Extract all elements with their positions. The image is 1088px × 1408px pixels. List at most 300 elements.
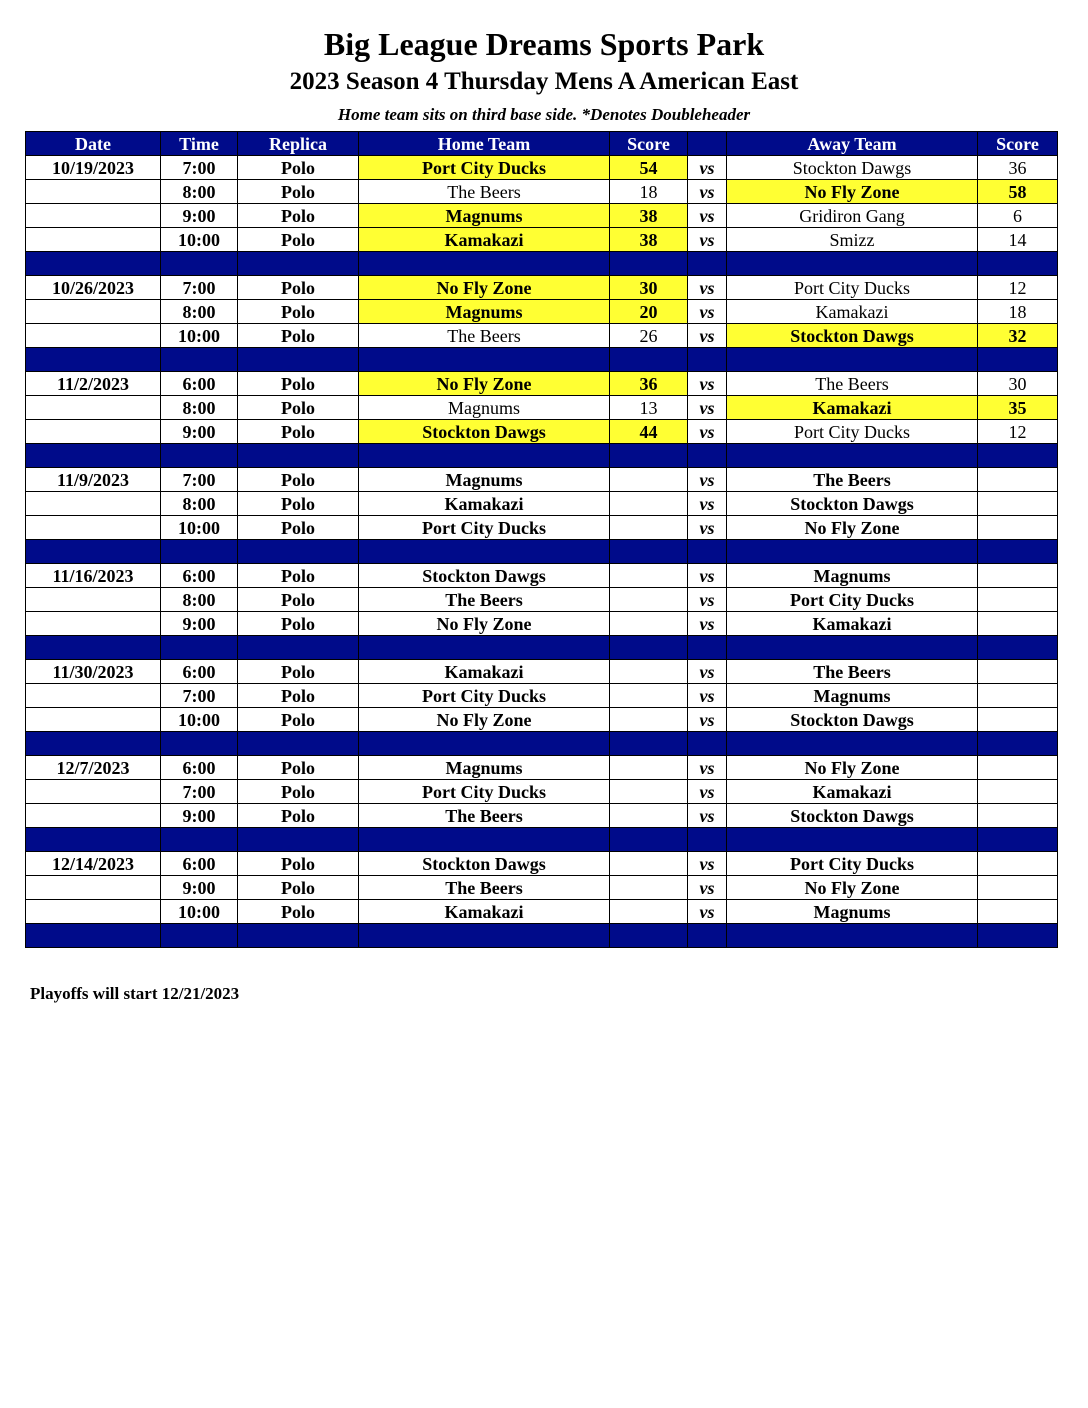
date-cell bbox=[26, 516, 161, 540]
table-row bbox=[26, 204, 1058, 228]
vs-label: vs bbox=[688, 900, 727, 924]
table-row bbox=[26, 876, 1058, 900]
replica-cell: Polo bbox=[238, 684, 359, 708]
home-score-cell: 38 bbox=[610, 204, 688, 228]
week-separator-row bbox=[26, 444, 1058, 468]
home-score-cell bbox=[610, 516, 688, 540]
separator-cell bbox=[161, 636, 238, 660]
date-cell bbox=[26, 876, 161, 900]
home-score-cell bbox=[610, 876, 688, 900]
replica-cell: Polo bbox=[238, 204, 359, 228]
vs-label: vs bbox=[688, 780, 727, 804]
away-score-cell bbox=[978, 564, 1058, 588]
date-cell: 12/14/2023 bbox=[26, 852, 161, 876]
away-team-cell: Stockton Dawgs bbox=[727, 324, 978, 348]
table-row bbox=[26, 588, 1058, 612]
replica-cell: Polo bbox=[238, 180, 359, 204]
home-score-cell bbox=[610, 684, 688, 708]
time-cell: 8:00 bbox=[161, 396, 238, 420]
vs-label: vs bbox=[688, 228, 727, 252]
separator-cell bbox=[978, 732, 1058, 756]
separator-cell bbox=[688, 348, 727, 372]
vs-label: vs bbox=[688, 660, 727, 684]
table-row bbox=[26, 804, 1058, 828]
replica-cell: Polo bbox=[238, 372, 359, 396]
separator-cell bbox=[688, 252, 727, 276]
away-score-cell bbox=[978, 612, 1058, 636]
separator-cell bbox=[161, 348, 238, 372]
table-row bbox=[26, 492, 1058, 516]
separator-cell bbox=[688, 732, 727, 756]
table-row bbox=[26, 564, 1058, 588]
away-score-cell: 6 bbox=[978, 204, 1058, 228]
table-row bbox=[26, 900, 1058, 924]
replica-cell: Polo bbox=[238, 228, 359, 252]
table-row bbox=[26, 300, 1058, 324]
home-score-cell bbox=[610, 564, 688, 588]
home-score-cell bbox=[610, 708, 688, 732]
time-cell: 9:00 bbox=[161, 876, 238, 900]
week-separator-row bbox=[26, 252, 1058, 276]
vs-label: vs bbox=[688, 156, 727, 180]
away-team-cell: Magnums bbox=[727, 684, 978, 708]
separator-cell bbox=[238, 540, 359, 564]
away-score-cell: 36 bbox=[978, 156, 1058, 180]
vs-label: vs bbox=[688, 516, 727, 540]
time-cell: 8:00 bbox=[161, 492, 238, 516]
time-cell: 9:00 bbox=[161, 204, 238, 228]
away-score-cell bbox=[978, 876, 1058, 900]
home-score-cell bbox=[610, 660, 688, 684]
table-row bbox=[26, 228, 1058, 252]
home-team-cell: Kamakazi bbox=[359, 492, 610, 516]
away-team-cell: Port City Ducks bbox=[727, 588, 978, 612]
separator-cell bbox=[161, 924, 238, 948]
separator-cell bbox=[26, 636, 161, 660]
separator-cell bbox=[610, 444, 688, 468]
away-team-cell: Magnums bbox=[727, 564, 978, 588]
time-cell: 6:00 bbox=[161, 756, 238, 780]
vs-label: vs bbox=[688, 468, 727, 492]
home-team-cell: No Fly Zone bbox=[359, 708, 610, 732]
table-row bbox=[26, 324, 1058, 348]
separator-cell bbox=[359, 540, 610, 564]
home-score-cell bbox=[610, 900, 688, 924]
separator-cell bbox=[359, 636, 610, 660]
away-team-cell: No Fly Zone bbox=[727, 516, 978, 540]
home-team-cell: Port City Ducks bbox=[359, 780, 610, 804]
column-header-away-team: Away Team bbox=[727, 132, 978, 156]
home-team-cell: Stockton Dawgs bbox=[359, 852, 610, 876]
date-cell: 12/7/2023 bbox=[26, 756, 161, 780]
away-score-cell: 32 bbox=[978, 324, 1058, 348]
replica-cell: Polo bbox=[238, 756, 359, 780]
replica-cell: Polo bbox=[238, 516, 359, 540]
schedule-note: Home team sits on third base side. *Denotes Doubleheader bbox=[337, 105, 751, 124]
away-team-cell: Port City Ducks bbox=[727, 276, 978, 300]
time-cell: 7:00 bbox=[161, 684, 238, 708]
separator-cell bbox=[238, 636, 359, 660]
replica-cell: Polo bbox=[238, 468, 359, 492]
date-cell: 11/2/2023 bbox=[26, 372, 161, 396]
separator-cell bbox=[727, 828, 978, 852]
separator-cell bbox=[688, 636, 727, 660]
away-team-cell: The Beers bbox=[727, 468, 978, 492]
time-cell: 6:00 bbox=[161, 372, 238, 396]
vs-label: vs bbox=[688, 876, 727, 900]
away-score-cell bbox=[978, 660, 1058, 684]
home-team-cell: Port City Ducks bbox=[359, 156, 610, 180]
away-team-cell: Kamakazi bbox=[727, 396, 978, 420]
separator-cell bbox=[238, 828, 359, 852]
vs-label: vs bbox=[688, 372, 727, 396]
date-cell: 10/26/2023 bbox=[26, 276, 161, 300]
separator-cell bbox=[727, 732, 978, 756]
time-cell: 10:00 bbox=[161, 900, 238, 924]
time-cell: 10:00 bbox=[161, 708, 238, 732]
separator-cell bbox=[161, 444, 238, 468]
time-cell: 7:00 bbox=[161, 780, 238, 804]
away-score-cell: 12 bbox=[978, 276, 1058, 300]
vs-label: vs bbox=[688, 756, 727, 780]
separator-cell bbox=[26, 444, 161, 468]
home-score-cell bbox=[610, 612, 688, 636]
table-row bbox=[26, 372, 1058, 396]
away-team-cell: The Beers bbox=[727, 660, 978, 684]
away-team-cell: Kamakazi bbox=[727, 612, 978, 636]
separator-cell bbox=[727, 636, 978, 660]
separator-cell bbox=[26, 924, 161, 948]
replica-cell: Polo bbox=[238, 420, 359, 444]
table-row bbox=[26, 660, 1058, 684]
date-cell bbox=[26, 180, 161, 204]
vs-label: vs bbox=[688, 276, 727, 300]
replica-cell: Polo bbox=[238, 852, 359, 876]
separator-cell bbox=[161, 252, 238, 276]
home-score-cell: 54 bbox=[610, 156, 688, 180]
separator-cell bbox=[610, 252, 688, 276]
away-team-cell: Kamakazi bbox=[727, 780, 978, 804]
vs-label: vs bbox=[688, 324, 727, 348]
time-cell: 10:00 bbox=[161, 324, 238, 348]
table-row bbox=[26, 852, 1058, 876]
away-team-cell: No Fly Zone bbox=[727, 756, 978, 780]
away-team-cell: Kamakazi bbox=[727, 300, 978, 324]
schedule-table bbox=[25, 131, 1058, 948]
replica-cell: Polo bbox=[238, 780, 359, 804]
home-score-cell: 20 bbox=[610, 300, 688, 324]
away-team-cell: Magnums bbox=[727, 900, 978, 924]
separator-cell bbox=[727, 252, 978, 276]
home-score-cell: 38 bbox=[610, 228, 688, 252]
replica-cell: Polo bbox=[238, 300, 359, 324]
home-team-cell: The Beers bbox=[359, 180, 610, 204]
separator-cell bbox=[161, 540, 238, 564]
replica-cell: Polo bbox=[238, 564, 359, 588]
replica-cell: Polo bbox=[238, 276, 359, 300]
time-cell: 6:00 bbox=[161, 852, 238, 876]
table-row bbox=[26, 708, 1058, 732]
home-team-cell: Kamakazi bbox=[359, 900, 610, 924]
away-score-cell bbox=[978, 780, 1058, 804]
home-team-cell: The Beers bbox=[359, 324, 610, 348]
away-team-cell: Stockton Dawgs bbox=[727, 804, 978, 828]
home-team-cell: The Beers bbox=[359, 588, 610, 612]
separator-cell bbox=[359, 444, 610, 468]
separator-cell bbox=[26, 252, 161, 276]
column-header-replica: Replica bbox=[238, 132, 359, 156]
date-cell bbox=[26, 804, 161, 828]
home-team-cell: Port City Ducks bbox=[359, 684, 610, 708]
separator-cell bbox=[727, 924, 978, 948]
column-header-vs bbox=[688, 132, 727, 156]
home-score-cell bbox=[610, 468, 688, 492]
time-cell: 10:00 bbox=[161, 516, 238, 540]
time-cell: 8:00 bbox=[161, 588, 238, 612]
week-separator-row bbox=[26, 924, 1058, 948]
separator-cell bbox=[238, 924, 359, 948]
separator-cell bbox=[238, 444, 359, 468]
week-separator-row bbox=[26, 636, 1058, 660]
vs-label: vs bbox=[688, 588, 727, 612]
time-cell: 8:00 bbox=[161, 300, 238, 324]
table-row bbox=[26, 612, 1058, 636]
home-team-cell: Port City Ducks bbox=[359, 516, 610, 540]
replica-cell: Polo bbox=[238, 156, 359, 180]
column-header-home-team: Home Team bbox=[359, 132, 610, 156]
home-score-cell: 26 bbox=[610, 324, 688, 348]
separator-cell bbox=[610, 540, 688, 564]
time-cell: 10:00 bbox=[161, 228, 238, 252]
vs-label: vs bbox=[688, 708, 727, 732]
column-header-date: Date bbox=[26, 132, 161, 156]
time-cell: 9:00 bbox=[161, 804, 238, 828]
separator-cell bbox=[26, 732, 161, 756]
vs-label: vs bbox=[688, 300, 727, 324]
schedule-body bbox=[26, 156, 1058, 948]
replica-cell: Polo bbox=[238, 324, 359, 348]
replica-cell: Polo bbox=[238, 588, 359, 612]
table-row bbox=[26, 156, 1058, 180]
home-team-cell: The Beers bbox=[359, 876, 610, 900]
away-team-cell: Smizz bbox=[727, 228, 978, 252]
table-row bbox=[26, 396, 1058, 420]
playoffs-note: Playoffs will start 12/21/2023 bbox=[30, 984, 240, 1003]
table-row bbox=[26, 756, 1058, 780]
date-cell bbox=[26, 492, 161, 516]
separator-cell bbox=[238, 252, 359, 276]
date-cell bbox=[26, 900, 161, 924]
vs-label: vs bbox=[688, 420, 727, 444]
away-score-cell bbox=[978, 804, 1058, 828]
home-score-cell bbox=[610, 780, 688, 804]
date-cell bbox=[26, 708, 161, 732]
column-header-away-score: Score bbox=[978, 132, 1058, 156]
home-team-cell: Kamakazi bbox=[359, 228, 610, 252]
column-header-time: Time bbox=[161, 132, 238, 156]
separator-cell bbox=[610, 732, 688, 756]
date-cell bbox=[26, 396, 161, 420]
table-row bbox=[26, 276, 1058, 300]
home-team-cell: No Fly Zone bbox=[359, 276, 610, 300]
table-header-row bbox=[26, 132, 1058, 156]
away-score-cell: 14 bbox=[978, 228, 1058, 252]
table-row bbox=[26, 180, 1058, 204]
separator-cell bbox=[978, 444, 1058, 468]
away-team-cell: Port City Ducks bbox=[727, 420, 978, 444]
time-cell: 6:00 bbox=[161, 660, 238, 684]
separator-cell bbox=[688, 828, 727, 852]
separator-cell bbox=[610, 348, 688, 372]
away-score-cell bbox=[978, 852, 1058, 876]
home-team-cell: Magnums bbox=[359, 468, 610, 492]
separator-cell bbox=[610, 636, 688, 660]
home-score-cell bbox=[610, 756, 688, 780]
week-separator-row bbox=[26, 732, 1058, 756]
separator-cell bbox=[688, 540, 727, 564]
home-score-cell bbox=[610, 588, 688, 612]
date-cell bbox=[26, 300, 161, 324]
date-cell bbox=[26, 612, 161, 636]
away-team-cell: Stockton Dawgs bbox=[727, 708, 978, 732]
away-team-cell: No Fly Zone bbox=[727, 876, 978, 900]
away-score-cell bbox=[978, 492, 1058, 516]
separator-cell bbox=[238, 348, 359, 372]
home-team-cell: No Fly Zone bbox=[359, 372, 610, 396]
time-cell: 7:00 bbox=[161, 156, 238, 180]
separator-cell bbox=[978, 828, 1058, 852]
time-cell: 8:00 bbox=[161, 180, 238, 204]
replica-cell: Polo bbox=[238, 708, 359, 732]
date-cell: 11/30/2023 bbox=[26, 660, 161, 684]
away-score-cell bbox=[978, 588, 1058, 612]
home-score-cell: 44 bbox=[610, 420, 688, 444]
separator-cell bbox=[978, 252, 1058, 276]
away-team-cell: Stockton Dawgs bbox=[727, 156, 978, 180]
time-cell: 9:00 bbox=[161, 420, 238, 444]
vs-label: vs bbox=[688, 684, 727, 708]
home-score-cell: 18 bbox=[610, 180, 688, 204]
table-row bbox=[26, 516, 1058, 540]
table-row bbox=[26, 684, 1058, 708]
home-team-cell: Magnums bbox=[359, 204, 610, 228]
away-score-cell: 58 bbox=[978, 180, 1058, 204]
replica-cell: Polo bbox=[238, 804, 359, 828]
time-cell: 6:00 bbox=[161, 564, 238, 588]
date-cell bbox=[26, 780, 161, 804]
separator-cell bbox=[727, 348, 978, 372]
separator-cell bbox=[688, 924, 727, 948]
date-cell bbox=[26, 588, 161, 612]
away-score-cell bbox=[978, 684, 1058, 708]
away-score-cell bbox=[978, 516, 1058, 540]
time-cell: 9:00 bbox=[161, 612, 238, 636]
home-team-cell: The Beers bbox=[359, 804, 610, 828]
separator-cell bbox=[727, 444, 978, 468]
replica-cell: Polo bbox=[238, 876, 359, 900]
separator-cell bbox=[26, 540, 161, 564]
date-cell bbox=[26, 324, 161, 348]
separator-cell bbox=[978, 636, 1058, 660]
time-cell: 7:00 bbox=[161, 276, 238, 300]
page-subtitle: 2023 Season 4 Thursday Mens A American East bbox=[289, 68, 799, 95]
time-cell: 7:00 bbox=[161, 468, 238, 492]
date-cell: 11/9/2023 bbox=[26, 468, 161, 492]
date-cell bbox=[26, 684, 161, 708]
date-cell: 10/19/2023 bbox=[26, 156, 161, 180]
table-row bbox=[26, 420, 1058, 444]
separator-cell bbox=[688, 444, 727, 468]
separator-cell bbox=[978, 924, 1058, 948]
replica-cell: Polo bbox=[238, 396, 359, 420]
vs-label: vs bbox=[688, 852, 727, 876]
replica-cell: Polo bbox=[238, 900, 359, 924]
separator-cell bbox=[727, 540, 978, 564]
replica-cell: Polo bbox=[238, 660, 359, 684]
date-cell bbox=[26, 228, 161, 252]
separator-cell bbox=[359, 348, 610, 372]
away-score-cell bbox=[978, 468, 1058, 492]
away-score-cell: 35 bbox=[978, 396, 1058, 420]
away-team-cell: The Beers bbox=[727, 372, 978, 396]
separator-cell bbox=[238, 732, 359, 756]
vs-label: vs bbox=[688, 804, 727, 828]
away-score-cell bbox=[978, 756, 1058, 780]
home-score-cell: 30 bbox=[610, 276, 688, 300]
home-team-cell: Stockton Dawgs bbox=[359, 420, 610, 444]
date-cell bbox=[26, 420, 161, 444]
home-team-cell: Stockton Dawgs bbox=[359, 564, 610, 588]
separator-cell bbox=[610, 828, 688, 852]
separator-cell bbox=[161, 732, 238, 756]
date-cell bbox=[26, 204, 161, 228]
home-team-cell: Kamakazi bbox=[359, 660, 610, 684]
separator-cell bbox=[978, 348, 1058, 372]
away-score-cell bbox=[978, 708, 1058, 732]
vs-label: vs bbox=[688, 204, 727, 228]
week-separator-row bbox=[26, 828, 1058, 852]
table-row bbox=[26, 780, 1058, 804]
separator-cell bbox=[359, 828, 610, 852]
vs-label: vs bbox=[688, 180, 727, 204]
away-score-cell: 18 bbox=[978, 300, 1058, 324]
table-row bbox=[26, 468, 1058, 492]
replica-cell: Polo bbox=[238, 612, 359, 636]
page-title: Big League Dreams Sports Park bbox=[323, 26, 765, 62]
separator-cell bbox=[610, 924, 688, 948]
separator-cell bbox=[359, 924, 610, 948]
column-header-home-score: Score bbox=[610, 132, 688, 156]
separator-cell bbox=[26, 828, 161, 852]
vs-label: vs bbox=[688, 612, 727, 636]
week-separator-row bbox=[26, 348, 1058, 372]
home-team-cell: Magnums bbox=[359, 300, 610, 324]
home-score-cell bbox=[610, 492, 688, 516]
separator-cell bbox=[978, 540, 1058, 564]
home-score-cell bbox=[610, 804, 688, 828]
separator-cell bbox=[359, 732, 610, 756]
home-team-cell: Magnums bbox=[359, 756, 610, 780]
away-score-cell bbox=[978, 900, 1058, 924]
away-team-cell: Stockton Dawgs bbox=[727, 492, 978, 516]
date-cell: 11/16/2023 bbox=[26, 564, 161, 588]
replica-cell: Polo bbox=[238, 492, 359, 516]
home-team-cell: Magnums bbox=[359, 396, 610, 420]
week-separator-row bbox=[26, 540, 1058, 564]
home-team-cell: No Fly Zone bbox=[359, 612, 610, 636]
separator-cell bbox=[161, 828, 238, 852]
away-team-cell: Gridiron Gang bbox=[727, 204, 978, 228]
